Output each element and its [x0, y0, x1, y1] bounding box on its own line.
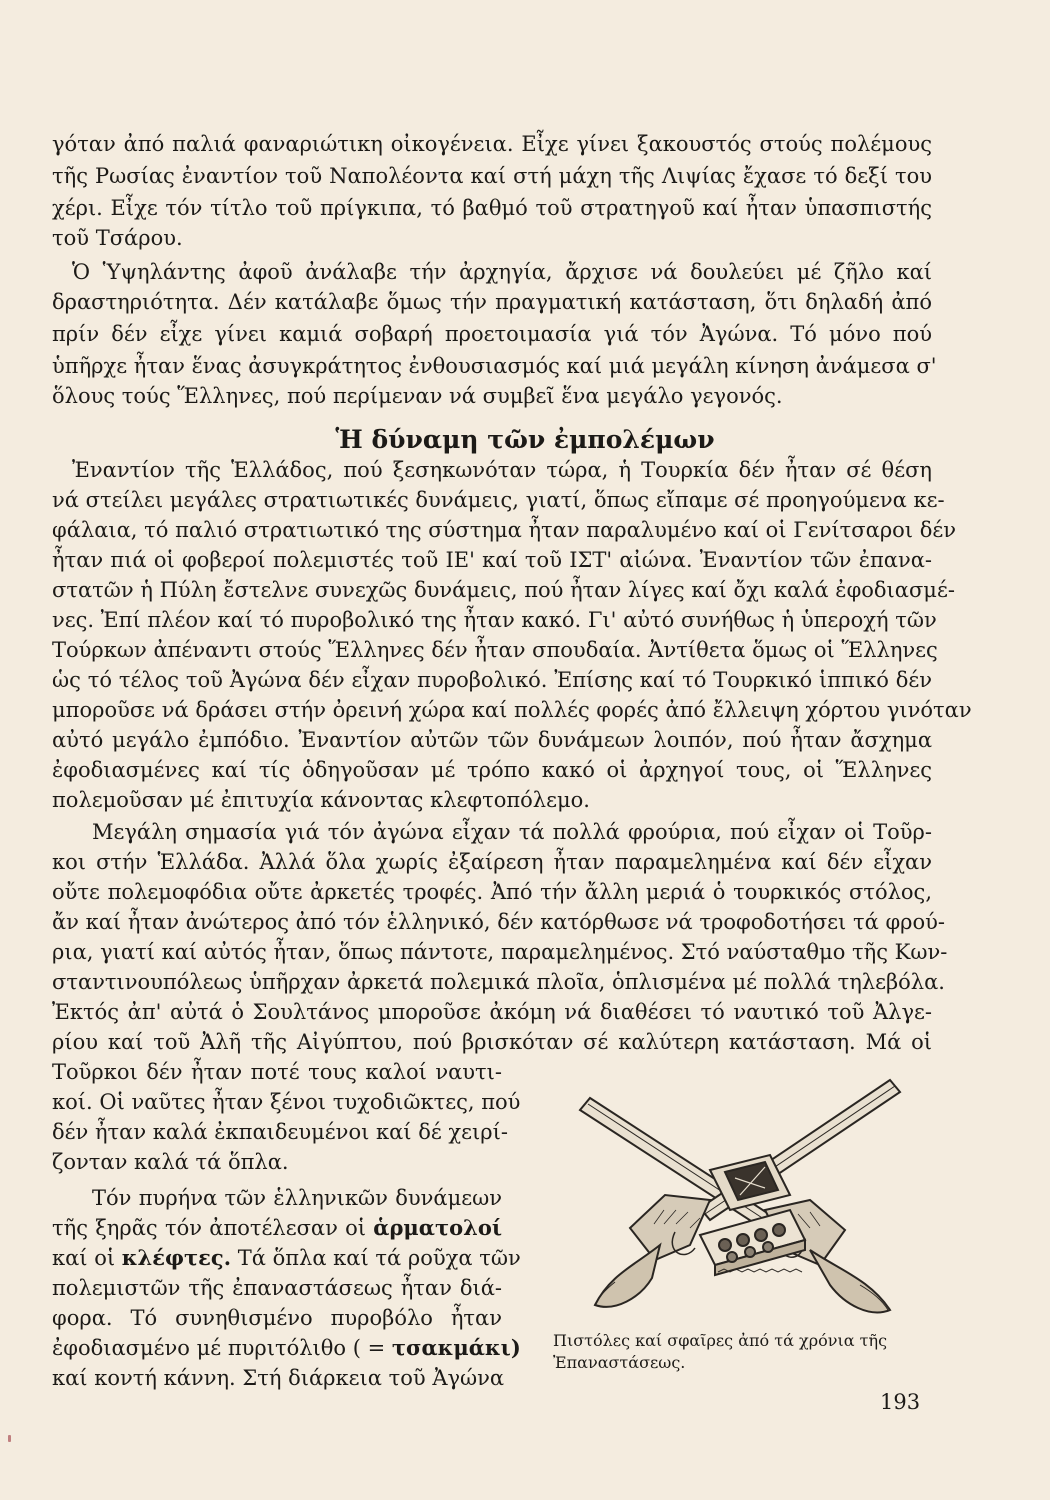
- text-line: φάλαια, τό παλιό στρατιωτικό της σύστημα ἦταν παραλυμένο καί οἱ Γενίτσαροι δέν: [52, 518, 957, 542]
- text-line: τῆς Ρωσίας ἐναντίον τοῦ Ναπολέοντα καί στή μάχη τῆς Λιψίας ἔχασε τό δεξί του: [52, 164, 932, 188]
- text-line: ἐφοδιασμένες καί τίς ὁδηγοῦσαν μέ τρόπο κακό οἱ ἀρχηγοί τους, οἱ Ἕλληνες: [52, 758, 932, 782]
- text-line: ἐφοδιασμένο μέ πυριτόλιθο ( = τσακμάκι): [52, 1335, 521, 1360]
- text-line: ἄν καί ἦταν ἀνώτερος ἀπό τόν ἑλληνικό, δέν κατόρθωσε νά τροφοδοτήσει τά φρού-: [52, 910, 945, 934]
- text-line: ρίου καί τοῦ Ἀλῆ τῆς Αἰγύπτου, πού βρισκόταν σέ καλύτερη κατάσταση. Μά οἱ: [52, 1030, 932, 1054]
- caption-line: Πιστόλες καί σφαῖρες ἀπό τά χρόνια τῆς: [553, 1331, 888, 1350]
- text-line: κοί. Οἱ ναῦτες ἦταν ξένοι τυχοδιῶκτες, πού: [52, 1090, 521, 1114]
- text-line: σταντινουπόλεως ὑπῆρχαν ἀρκετά πολεμικά πλοῖα, ὁπλισμένα μέ πολλά τηλεβόλα.: [52, 970, 945, 994]
- pistols-illustration: [560, 1060, 920, 1325]
- text-line: πρίν δέν εἶχε γίνει καμιά σοβαρή προετοιμασία γιά τόν Ἀγώνα. Τό μόνο πού: [52, 322, 932, 346]
- text-line: νά στείλει μεγάλες στρατιωτικές δυνάμεις, γιατί, ὅπως εἴπαμε σέ προηγούμενα κε-: [52, 488, 945, 512]
- text-line: ὑπῆρχε ἦταν ἕνας ἀσυγκράτητος ἐνθουσιασμός καί μιά μεγάλη κίνηση ἀνάμεσα σ': [52, 354, 937, 378]
- text-line: μποροῦσε νά δράσει στήν ὀρεινή χώρα καί πολλές φορές ἀπό ἔλλειψη χόρτου γινόταν: [52, 698, 972, 722]
- text-line: πολεμιστῶν τῆς ἐπαναστάσεως ἦταν διά-: [52, 1276, 502, 1300]
- text-line: Τούρκων ἀπέναντι στούς Ἕλληνες δέν ἦταν σπουδαία. Ἀντίθετα ὅμως οἱ Ἕλληνες: [52, 638, 938, 662]
- text-line: δέν ἦταν καλά ἐκπαιδευμένοι καί δέ χειρί-: [52, 1120, 508, 1144]
- section-heading: Ἡ δύναμη τῶν ἐμπολέμων: [335, 425, 715, 454]
- crossed-pistols-drawing: [560, 1060, 920, 1325]
- text-line: οὔτε πολεμοφόδια οὔτε ἀρκετές τροφές. Ἀπό τήν ἄλλη μεριά ὁ τουρκικός στόλος,: [52, 880, 932, 904]
- term-tsakmaki: τσακμάκι): [391, 1335, 521, 1360]
- caption-line: Ἐπαναστάσεως.: [553, 1353, 686, 1372]
- text-line: κοι στήν Ἑλλάδα. Ἀλλά ὅλα χωρίς ἐξαίρεση ἦταν παραμελημένα καί δέν εἶχαν: [52, 850, 932, 874]
- text-line: Ὁ Ὑψηλάντης ἀφοῦ ἀνάλαβε τήν ἀρχηγία, ἄρχισε νά δουλεύει μέ ζῆλο καί: [72, 260, 932, 284]
- text-line: πολεμοῦσαν μέ ἐπιτυχία κάνοντας κλεφτοπόλεμο.: [52, 788, 590, 812]
- text-line: Ἐναντίον τῆς Ἑλλάδος, πού ξεσηκωνόταν τώρα, ἡ Τουρκία δέν ἦταν σέ θέση: [72, 458, 932, 482]
- text-line: Ἐκτός ἀπ' αὐτά ὁ Σουλτάνος μποροῦσε ἀκόμη νά διαθέσει τό ναυτικό τοῦ Ἀλγε-: [52, 1000, 932, 1024]
- text-line: καί οἱ κλέφτες. Τά ὅπλα καί τά ροῦχα τῶν: [52, 1245, 521, 1270]
- text-line: ρια, γιατί καί αὐτός ἦταν, ὅπως πάντοτε, παραμελημένος. Στό ναύσταθμο τῆς Κων-: [52, 940, 948, 964]
- text-line: ὅλους τούς Ἕλληνες, πού περίμεναν νά συμβεῖ ἕνα μεγάλο γεγονός.: [52, 384, 783, 408]
- text-line: ἦταν πιά οἱ φοβεροί πολεμιστές τοῦ ΙΕ' καί τοῦ ΙΣΤ' αἰώνα. Ἐναντίον τῶν ἐπανα-: [52, 548, 932, 572]
- text-line: Τοῦρκοι δέν ἦταν ποτέ τους καλοί ναυτι-: [52, 1060, 502, 1084]
- text-line: γόταν ἀπό παλιά φαναριώτικη οἰκογένεια. Εἶχε γίνει ξακουστός στούς πολέμους: [52, 132, 932, 156]
- term-armatoloi: ἁρματολοί: [373, 1215, 502, 1240]
- text-line: νες. Ἐπί πλέον καί τό πυροβολικό της ἦταν κακό. Γι' αὐτό συνήθως ἡ ὑπεροχή τῶν: [52, 608, 937, 632]
- text-line: αὐτό μεγάλο ἐμπόδιο. Ἐναντίον αὐτῶν τῶν δυνάμεων λοιπόν, πού ἦταν ἄσχημα: [52, 728, 932, 752]
- text-line: καί κοντή κάννη. Στή διάρκεια τοῦ Ἀγώνα: [52, 1366, 505, 1390]
- text-line: Τόν πυρήνα τῶν ἑλληνικῶν δυνάμεων: [92, 1186, 502, 1210]
- paper-mark: [8, 1435, 11, 1442]
- text-line: χέρι. Εἶχε τόν τίτλο τοῦ πρίγκιπα, τό βαθμό τοῦ στρατηγοῦ καί ἦταν ὑπασπιστής: [52, 196, 932, 220]
- text-line: δραστηριότητα. Δέν κατάλαβε ὅμως τήν πραγματική κατάσταση, ὅτι δηλαδή ἀπό: [52, 290, 932, 314]
- text-line: τῆς ξηρᾶς τόν ἀποτέλεσαν οἱ ἁρματολοί: [52, 1215, 502, 1240]
- term-klephtes: κλέφτες.: [121, 1245, 232, 1270]
- text-line: Μεγάλη σημασία γιά τόν ἀγώνα εἶχαν τά πολλά φρούρια, πού εἶχαν οἱ Τοῦρ-: [92, 820, 932, 844]
- figure-caption: [553, 1330, 933, 1374]
- text-line: ζονταν καλά τά ὅπλα.: [52, 1150, 289, 1174]
- page-number: 193: [880, 1390, 921, 1414]
- text-line: φορα. Τό συνηθισμένο πυροβόλο ἦταν: [52, 1306, 502, 1330]
- text-line: τοῦ Τσάρου.: [52, 226, 183, 250]
- text-line: ὡς τό τέλος τοῦ Ἀγώνα δέν εἶχαν πυροβολικό. Ἐπίσης καί τό Τουρκικό ἱππικό δέν: [52, 668, 932, 692]
- text-line: στατῶν ἡ Πύλη ἔστελνε συνεχῶς δυνάμεις, πού ἦταν λίγες καί ὄχι καλά ἐφοδιασμέ-: [52, 578, 955, 602]
